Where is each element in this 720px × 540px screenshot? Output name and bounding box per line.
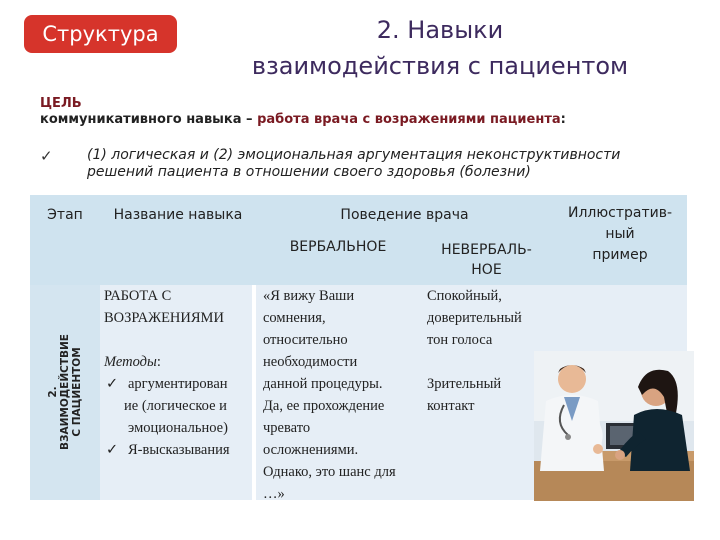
header-behavior — [256, 195, 553, 235]
header-nonverbal — [420, 235, 553, 285]
methods-label: Методы — [104, 354, 157, 370]
goal-prefix: коммуникативного навыка – — [40, 112, 258, 127]
goal-label: ЦЕЛЬ — [40, 96, 82, 111]
methods-colon: : — [156, 354, 161, 370]
checkmark-icon: ✓ — [106, 442, 119, 458]
header-skill-fill — [100, 235, 256, 285]
header-stage — [30, 195, 100, 235]
doctor-patient-photo — [534, 351, 694, 501]
verbal-line: Да, ее прохождение — [263, 398, 385, 414]
nonverbal-spacer — [427, 351, 551, 373]
goal-block — [40, 96, 566, 128]
page-title-line1: 2. Навыки — [376, 16, 504, 44]
checkmark-icon: ✓ — [40, 147, 53, 165]
header-example-line2: ный — [605, 226, 635, 242]
verbal-line: «Я вижу Ваши — [263, 288, 355, 304]
header-example — [553, 195, 687, 285]
criteria-line2: решений пациента в отношении своего здоровья (болезни) — [87, 164, 531, 180]
checkmark-icon: ✓ — [106, 376, 119, 392]
method-item-1 — [104, 373, 254, 439]
nonverbal-line: Зрительный — [427, 376, 502, 392]
verbal-line: чревато — [263, 420, 311, 436]
header-skill-name — [100, 195, 256, 235]
method-1-line3: эмоциональное) — [128, 420, 228, 436]
verbal-line: осложнениями. — [263, 442, 359, 458]
methods-heading — [104, 351, 254, 373]
header-skill-name-label: Название навыка — [113, 207, 243, 223]
criteria-line1: (1) логическая и (2) эмоциональная аргументация неконструктивности — [87, 147, 621, 163]
stage-line2: ВЗАИМОДЕЙСТВИЕ — [59, 334, 71, 450]
nonverbal-line: контакт — [427, 398, 475, 414]
photo-illustration — [534, 351, 694, 501]
verbal-line: необходимости — [263, 354, 358, 370]
nonverbal-line: тон голоса — [427, 332, 493, 348]
criteria-text — [87, 147, 687, 181]
nonverbal-line: Спокойный, — [427, 288, 502, 304]
method-item-2 — [104, 439, 254, 461]
header-nonverbal-line1: НЕВЕРБАЛЬ- — [441, 242, 532, 258]
verbal-line: Однако, это шанс для — [263, 464, 396, 480]
verbal-line: сомнения, — [263, 310, 326, 326]
verbal-line: относительно — [263, 332, 348, 348]
structure-badge[interactable]: Структура — [24, 15, 177, 53]
goal-main: работа врача с возражениями пациента — [257, 112, 561, 127]
stage-line3: С ПАЦИЕНТОМ — [71, 347, 83, 437]
header-nonverbal-line2: НОЕ — [471, 262, 502, 278]
skill-name-line2: ВОЗРАЖЕНИЯМИ — [104, 310, 224, 326]
nonverbal-line: доверительный — [427, 310, 522, 326]
skill-name-line1: РАБОТА С — [104, 288, 172, 304]
goal-suffix: : — [560, 112, 566, 127]
page-title-line2: взаимодействия с пациентом — [251, 52, 629, 80]
header-stage-label: Этап — [47, 207, 83, 223]
header-verbal — [256, 235, 420, 285]
method-1-line2: ие (логическое и — [124, 398, 227, 414]
nonverbal-content — [427, 285, 551, 417]
method-1-line1: аргументирован — [128, 376, 228, 392]
verbal-line: …» — [263, 486, 285, 502]
stage-line1: 2. — [47, 386, 59, 398]
header-verbal-label: ВЕРБАЛЬНОЕ — [289, 239, 387, 255]
skill-content — [104, 285, 254, 461]
header-example-line3: пример — [592, 247, 648, 263]
verbal-line: данной процедуры. — [263, 376, 383, 392]
page-title — [205, 12, 675, 84]
header-behavior-label: Поведение врача — [340, 207, 469, 223]
stage-label — [47, 334, 83, 450]
method-2-label: Я-высказывания — [128, 442, 230, 458]
header-example-line1: Иллюстратив- — [567, 205, 673, 221]
verbal-content — [263, 285, 419, 505]
header-stage-fill — [30, 235, 100, 285]
